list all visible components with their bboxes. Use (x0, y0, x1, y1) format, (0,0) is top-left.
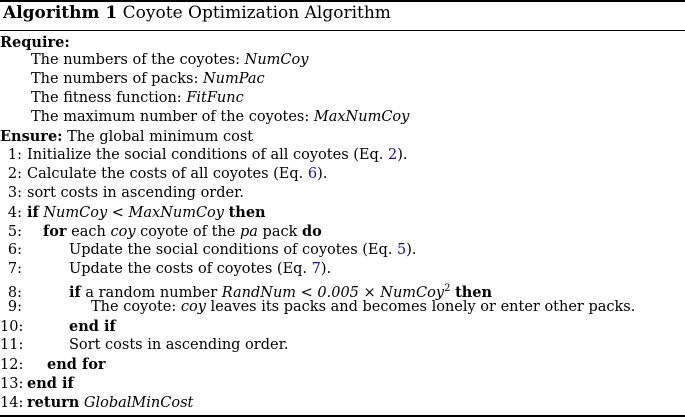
step-line-2: 2: Calculate the costs of all coyotes (Eq. 6). (0, 165, 327, 184)
algorithm-title (3, 3, 391, 23)
step-line-7: 7: Update the costs of coyotes (Eq. 7). (0, 260, 331, 279)
math-var: coy (110, 224, 136, 240)
step-line-8: 8: if a random number RandNum < 0.005 × NumCoy$^2$ then (0, 279, 492, 298)
step-line-4: 4: if NumCoy < MaxNumCoy then (0, 203, 266, 222)
ensure-keyword: Ensure: (0, 128, 63, 145)
require-keyword: Require: (0, 34, 70, 51)
line-number: 13: (0, 376, 24, 392)
line-number: 4: (7, 205, 22, 221)
line-number: 6: (7, 242, 22, 258)
step-line-6: 6: Update the social conditions of coyotes (Eq. 5). (0, 241, 417, 260)
step-line-11: 11: Sort costs in ascending order. (0, 337, 289, 353)
ensure-text: The global minimum cost (67, 129, 254, 145)
line-number: 12: (0, 357, 24, 373)
step-line-10: 10: end if (0, 318, 116, 335)
step-line-12: 12: end for (0, 356, 106, 373)
step-line-13: 13: end if (0, 375, 74, 392)
line-number: 2: (7, 166, 22, 182)
step-line-5: 5: for each coy coyote of the pa pack do (0, 222, 322, 241)
line-number: 11: (0, 337, 24, 353)
step-line-14: 14: return GlobalMinCost (0, 394, 194, 411)
math-var: pa (239, 224, 258, 240)
math-var: coy (180, 299, 206, 315)
algorithm-label: Algorithm 1 (3, 3, 118, 23)
math-var: NumCoy (244, 52, 309, 68)
superscript: 2 (444, 283, 451, 294)
require-item: The numbers of the coyotes: NumCoy (31, 52, 309, 68)
ensure-line (0, 127, 253, 146)
math-var: RandNum (221, 284, 297, 301)
line-number: 7: (7, 261, 22, 277)
math-var: GlobalMinCost (83, 395, 194, 411)
equation-ref-link[interactable]: 7 (311, 261, 321, 277)
line-number: 14: (0, 395, 24, 411)
algorithm-name: Coyote Optimization Algorithm (122, 3, 391, 23)
math-var: MaxNumCoy (313, 109, 410, 125)
line-number: 9: (7, 299, 22, 315)
step-line-3: 3: sort costs in ascending order. (0, 184, 244, 203)
line-number: 10: (0, 319, 24, 335)
line-number: 5: (7, 224, 22, 240)
require-line (0, 33, 70, 52)
equation-ref-link[interactable]: 5 (397, 242, 407, 258)
require-item: The maximum number of the coyotes: MaxNumCoy (31, 109, 410, 125)
top-rule (0, 0, 685, 2)
step-line-9: 9: The coyote: coy leaves its packs and becomes lonely or enter other packs. (0, 298, 635, 317)
math-var: FitFunc (186, 90, 244, 106)
require-item: The numbers of packs: NumPac (31, 71, 265, 87)
math-var: NumPac (202, 71, 265, 87)
bottom-rule (0, 415, 685, 417)
step-line-1: 1: Initialize the social conditions of all coyotes (Eq. 2). (0, 146, 408, 165)
line-number: 3: (7, 185, 22, 201)
equation-ref-link[interactable]: 6 (307, 166, 318, 182)
line-number: 1: (7, 147, 22, 163)
math-expression: < 0.005 × NumCoy (300, 284, 445, 301)
title-rule (0, 30, 685, 31)
line-number: 8: (7, 284, 22, 301)
math-expression: NumCoy < MaxNumCoy (43, 205, 224, 221)
require-item: The fitness function: FitFunc (31, 90, 244, 106)
equation-ref-link[interactable]: 2 (388, 147, 398, 163)
